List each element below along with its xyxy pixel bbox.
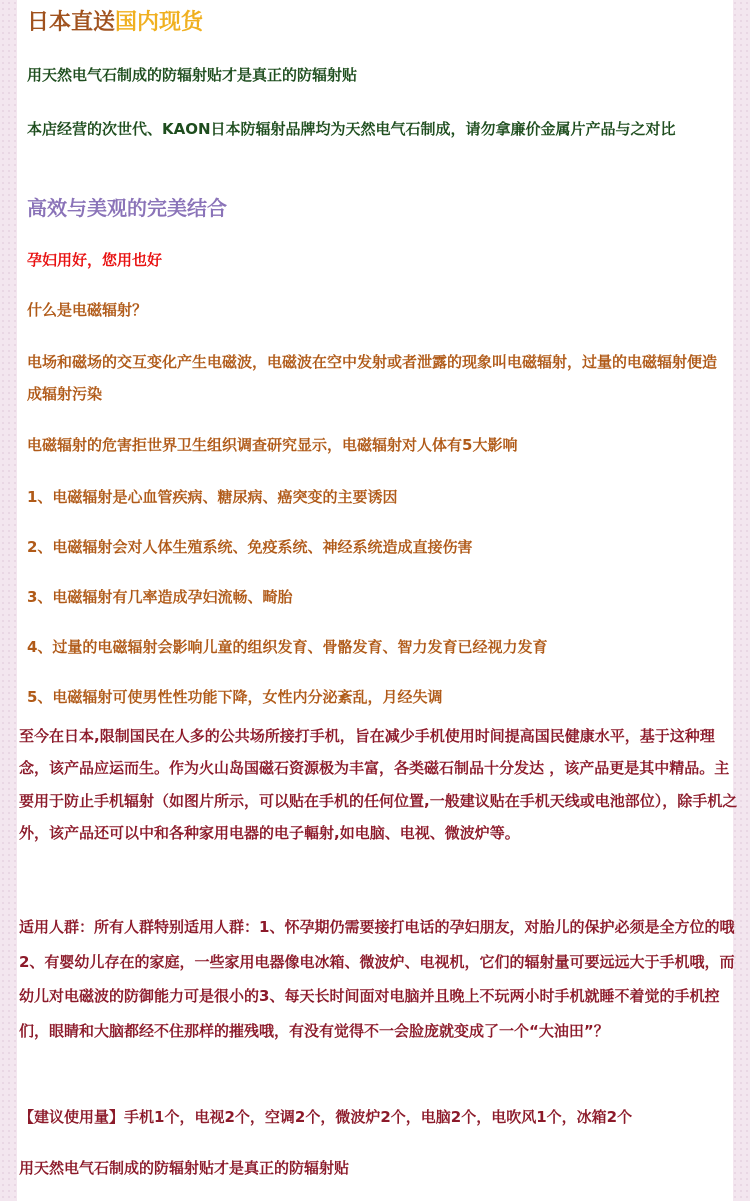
product-description-card <box>17 0 738 1201</box>
store-note: 本店经营的次世代、KAON日本防辐射品牌均为天然电气石制成，请勿拿廉价金属片产品与之对比 <box>27 120 676 138</box>
page-title <box>27 6 731 40</box>
who-intro: 电磁辐射的危害拒世界卫生组织调查研究显示，电磁辐射对人体有5大影响 <box>27 436 518 454</box>
title-domestic-stock: 国内现货 <box>115 10 204 35</box>
effect-item: 4、过量的电磁辐射会影响儿童的组织发育、骨骼发育、智力发育已经视力发育 <box>27 638 548 656</box>
effect-item: 5、电磁辐射可使男性性功能下降，女性内分泌紊乱，月经失调 <box>27 688 443 706</box>
radiation-question: 什么是电磁辐射？ <box>27 301 148 319</box>
closing-tagline: 用天然电气石制成的防辐射贴才是真正的防辐射贴 <box>19 1159 350 1177</box>
effect-item: 2、电磁辐射会对人体生殖系统、免疫系统、神经系统造成直接伤害 <box>27 538 473 556</box>
effect-item: 1、电磁辐射是心血管疾病、糖尿病、癌突变的主要诱因 <box>27 488 398 506</box>
subheading: 高效与美观的完美结合 <box>27 196 227 220</box>
audience-paragraph: 适用人群：所有人群特别适用人群：1、怀孕期仍需要接打电话的孕妇朋友，对胎儿的保护必须是全方位的哦2、有婴幼儿存在的家庭，一些家用电器像电冰箱、微波炉、电视机，它们的辐射量可要远远大于手机哦，而幼儿对电磁波的防御能力可是很小的3、每天长时间面对电脑并且晚上不玩两小时手机就睡不着觉的手机控们，眼睛和大脑都经不住那样的摧残哦，有没有觉得不一会脸庞就变成了一个“大油田”？ <box>19 918 735 1040</box>
usage-recommendation: 【建议使用量】手机1个，电视2个，空调2个，微波炉2个，电脑2个，电吹风1个，冰箱2个 <box>19 1108 633 1126</box>
red-slogan: 孕妇用好，您用也好 <box>27 251 163 269</box>
effect-item: 3、电磁辐射有几率造成孕妇流畅、畸胎 <box>27 588 293 606</box>
tagline: 用天然电气石制成的防辐射贴才是真正的防辐射贴 <box>27 66 358 84</box>
radiation-definition: 电场和磁场的交互变化产生电磁波，电磁波在空中发射或者泄露的现象叫电磁辐射，过量的电磁辐射便造成辐射污染 <box>27 353 718 403</box>
product-paragraph: 至今在日本,限制国民在人多的公共场所接打手机，旨在减少手机使用时间提高国民健康水平，基于这种理念，该产品应运而生。作为火山岛国磁石资源极为丰富，各类磁石制品十分发达 ，该产品更是其中精品。主要用于防止手机辐射（如图片所示，可以贴在手机的任何位置,一般建议贴在手机天线或电池部位），除手机之外，该产品还可以中和各种家用电器的电子輻射,如电脑、电视、微波炉等。 <box>19 727 738 843</box>
title-japan-direct: 日本直送 <box>27 10 116 35</box>
